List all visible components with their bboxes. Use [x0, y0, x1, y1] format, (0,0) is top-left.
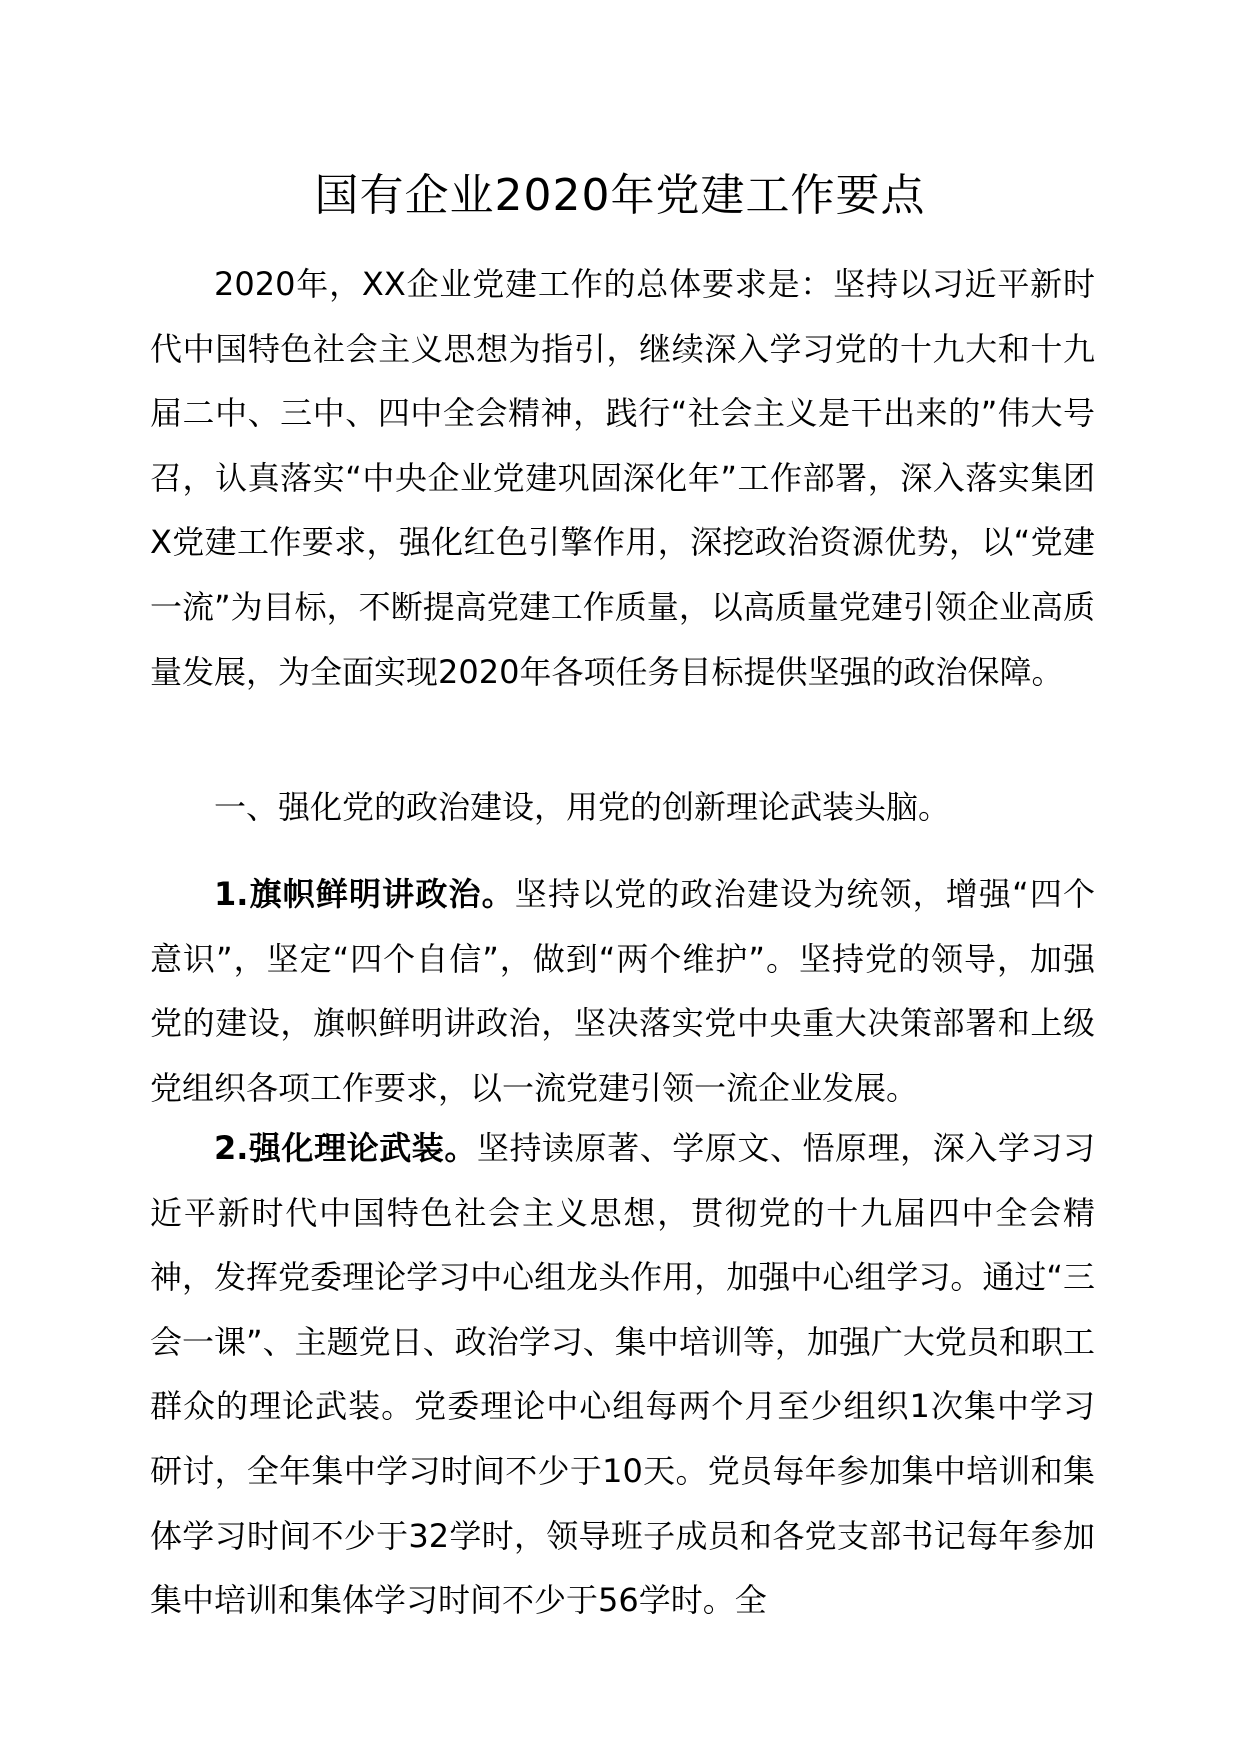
item-1-paragraph: [150, 862, 1095, 1120]
document-title: 国有企业2020年党建工作要点: [314, 170, 926, 221]
intro-paragraph: 2020年，XX企业党建工作的总体要求是：坚持以习近平新时代中国特色社会主义思想为指引，继续深入学习党的十九大和十九届二中、三中、四中全会精神，践行“社会主义是干出来的”伟大号召，认真落实“中央企业党建巩固深化年”工作部署，深入落实集团X党建工作要求，强化红色引擎作用，深挖政治资源优势，以“党建一流”为目标，不断提高党建工作质量，以高质量党建引领企业高质量发展，为全面实现2020年各项任务目标提供坚强的政治保障。: [150, 265, 1095, 691]
section-heading: 一、强化党的政治建设，用党的创新理论武装头脑。: [214, 788, 951, 826]
item-1-lead: 1.旗帜鲜明讲政治。: [214, 875, 515, 913]
item-2-body: 坚持读原著、学原文、悟原理，深入学习习近平新时代中国特色社会主义思想，贯彻党的十九届四中全会精神，发挥党委理论学习中心组龙头作用，加强中心组学习。通过“三会一课”、主题党日、政治学习、集中培训等，加强广大党员和职工群众的理论武装。党委理论中心组每两个月至少组织1次集中学习研讨，全年集中学习时间不少于10天。党员每年参加集中培训和集体学习时间不少于32学时，领导班子成员和各党支部书记每年参加集中培训和集体学习时间不少于56学时。全: [150, 1129, 1095, 1620]
item-2-lead: 2.强化理论武装。: [214, 1129, 477, 1167]
item-1-body: 坚持以党的政治建设为统领，增强“四个意识”，坚定“四个自信”，做到“两个维护”。坚持党的领导，加强党的建设，旗帜鲜明讲政治，坚决落实党中央重大决策部署和上级党组织各项工作要求，以一流党建引领一流企业发展。: [150, 875, 1095, 1107]
item-2-paragraph: [150, 1116, 1095, 1633]
